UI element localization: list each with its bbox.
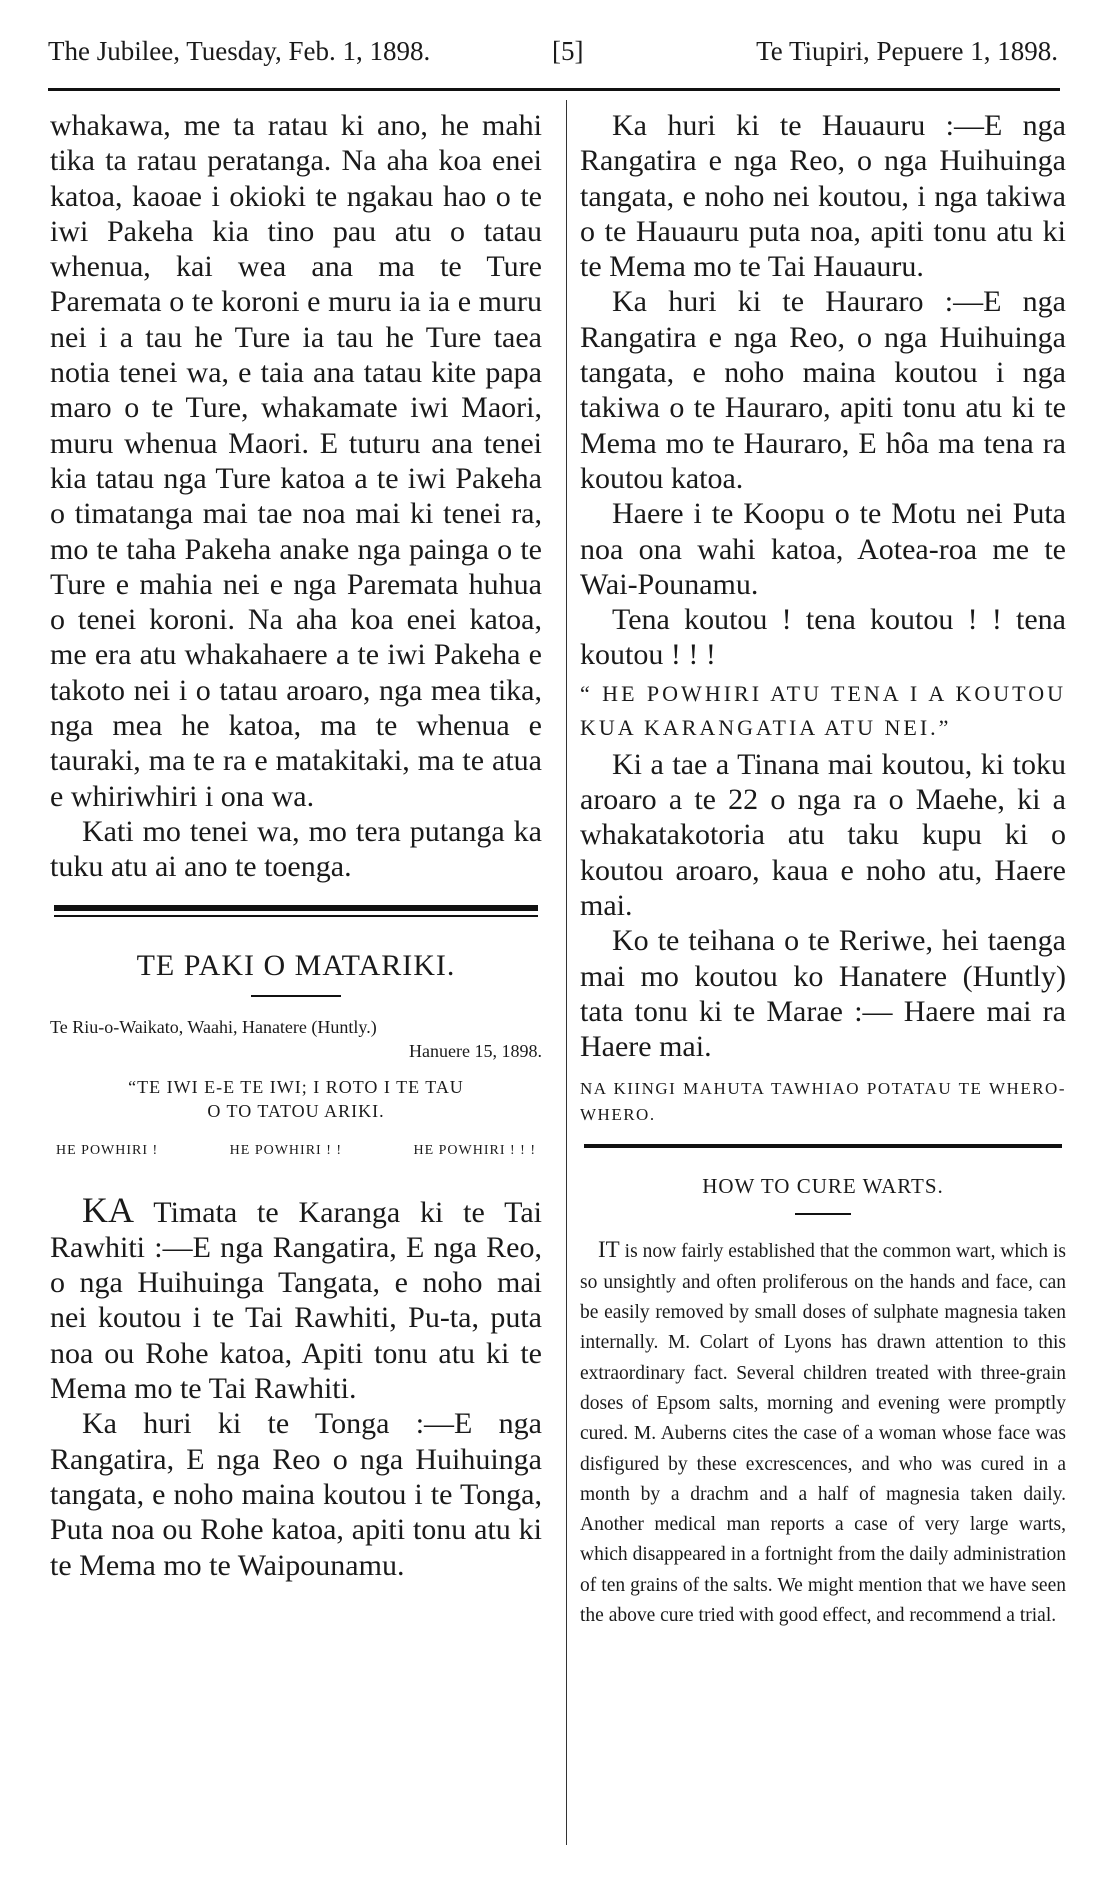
east-coast-text: Timata te Karanga ki te Tai Rawhiti :—E nga Rangatira, E nga Reo, o nga Huihuinga Tangata, e noho mai nei koutou i te Tai Rawhiti, Pu-ta, puta noa ou Rohe katoa, Apiti tonu atu ki te Mema mo te Tai Rawhiti. [50, 1195, 542, 1406]
island-paragraph: Haere i te Koopu o te Motu nei Puta noa ona wahi katoa, Aotea-roa me te Wai-Pounamu. [580, 497, 1066, 601]
drop-initial: KA [82, 1189, 134, 1230]
article-title: HOW TO CURE WARTS. [702, 1174, 944, 1199]
continued-paragraph: whakawa, me ta ratau ki ano, he mahi tika ta ratau peratanga. Na aha koa enei katoa, kaoae i okioki te ngakau hao o te iwi Pakeha kia tino pau atu o tatau whenua, kai wea ana ma te Ture Paremata o te koroni e muru ia ia e muru nei i a tau he Ture ia tau he Ture taea notia tenei wa, e taia ana tatau kite papa maro o te Ture, whakamate iwi Maori, muru whenua Maori. E tuturu ana tenei kia tatau nga Ture katoa a te iwi Pakeha o timatanga mai tae noa mai ki tenei ra, mo te taha Pakeha anake nga painga o te Ture e mahia nei e nga Paremata huhua o tenei koroni. Na aha koa enei katoa, me era atu whakahaere a te iwi Pakeha e takoto nei i o tatau aroaro, nga mea tika, nga mea he katoa, ma te whenua e tauraki, ma te ra e matakitaki, ma te atua e whiriwhiri i ona wa. [50, 109, 542, 813]
article-title-rule [795, 1213, 851, 1215]
column-divider [566, 100, 567, 1845]
dateline-date: Hanuere 15, 1898. [409, 1040, 542, 1061]
railway-paragraph: Ko te teihana o te Reriwe, hei taenga mai mo koutou ko Hanatere (Huntly) tata tonu ki te Marae :— Haere mai ra Haere mai. [580, 924, 1066, 1064]
article-body [580, 1235, 1066, 1631]
gathering-paragraph: Ki a tae a Tinana mai koutou, ki toku aroaro a te 22 o nga ra o Maehe, ki a whakatakotoria atu taku kupu ki o koutou aroaro, kaua e noho atu, Haere mai. [580, 747, 1066, 922]
article-heavy-rule [584, 1144, 1062, 1148]
article-initial: IT [598, 1237, 620, 1263]
cheer-3: HE POWHIRI ! ! ! [413, 1142, 536, 1158]
cheer-2: HE POWHIRI ! ! [229, 1142, 343, 1158]
page-header [48, 30, 1058, 70]
south-paragraph: Ka huri ki te Tonga :—E nga Rangatira, E nga Reo o nga Huihuinga tangata, e noho maina koutou i te Tonga, Puta noa ou Rohe katoa, apiti tonu atu ki te Mema mo te Waipounamu. [50, 1407, 542, 1582]
right-column [580, 108, 1066, 1631]
section-title: TE PAKI O MATARIKI. [136, 948, 456, 982]
title-rule [251, 995, 341, 997]
article-text: is now fairly established that the common wart, which is so unsightly and often proliferous on the hands and face, can be easily removed by small doses of sulphate magnesia taken internally. M. Colart of Lyons has drawn attention to this extraordinary fact. Several children treated with three-grain doses of Epsom salts, morning and evening were promptly cured. M. Auberns cites the case of a woman whose face was disfigured by these excrescences, and who was cured in a month by a drachm and a half of magnesia taken daily. Another medical man reports a case of very large warts, which disappeared in a fortnight from the daily administration of ten grains of the salts. We might mention that we have seen the above cure tried with good effect, and recommend a trial. [580, 1241, 1066, 1626]
welcome-quote: “ HE POWHIRI ATU TENA I A KOUTOU KUA KARANGATIA ATU NEI.” [580, 680, 1066, 740]
header-maori-date: Te Tiupiri, Pepuere 1, 1898. [756, 36, 1058, 66]
cheer-1: HE POWHIRI ! [56, 1142, 159, 1158]
west-paragraph: Ka huri ki te Hauauru :—E nga Rangatira e nga Reo, o nga Huihuinga tangata, e noho nei koutou, i nga takiwa o te Hauauru puta noa, apiti tonu atu ki te Mema mo te Tai Hauauru. [580, 109, 1066, 284]
proclamation-line-2: O TO TATOU ARIKI. [207, 1100, 385, 1121]
north-paragraph: Ka huri ki te Hauraro :—E nga Rangatira e nga Reo, o nga Huihuinga tangata, e noho maina koutou i nga takiwa o te Hauraro, apiti tonu atu ki te Mema mo te Hauraro, E hôa ma tena ra koutou katoa. [580, 285, 1066, 495]
welcome-cheers [56, 1143, 536, 1159]
header-english-date: The Jubilee, Tuesday, Feb. 1, 1898. [48, 36, 431, 66]
proclamation-line-1: “TE IWI E-E TE IWI; I ROTO I TE TAU [128, 1076, 464, 1097]
dateline: Te Riu-o-Waikato, Waahi, Hanatere (Huntly.) [50, 1016, 377, 1037]
section-thin-rule [54, 915, 538, 917]
page-number: [5] [552, 36, 584, 66]
signature: NA KIINGI MAHUTA TAWHIAO POTATAU TE WHERO-WHERO. [580, 1079, 1066, 1125]
greeting-paragraph: Tena koutou ! tena koutou ! ! tena koutou ! ! ! [580, 603, 1066, 672]
left-column [50, 108, 542, 1583]
section-heavy-rule [54, 905, 538, 911]
proclamation-heading [50, 1075, 542, 1123]
east-coast-paragraph [50, 1189, 542, 1407]
closing-paragraph: Kati mo tenei wa, mo tera putanga ka tuku atu ai ano te toenga. [50, 814, 542, 884]
header-rule [48, 88, 1060, 91]
